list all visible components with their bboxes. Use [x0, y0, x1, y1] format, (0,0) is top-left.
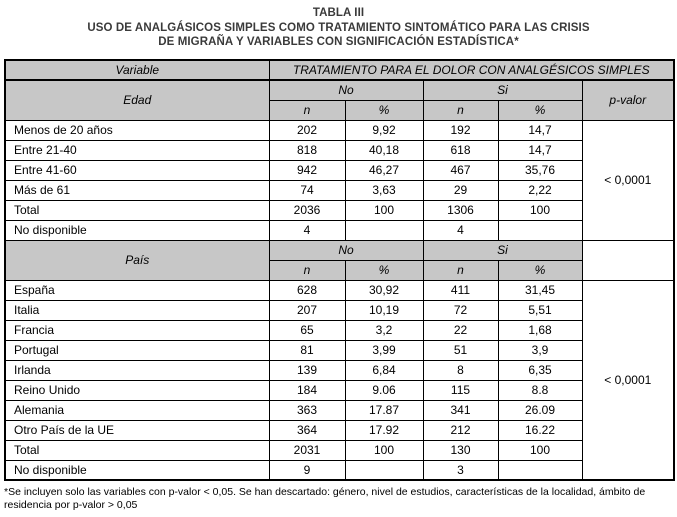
si-n-cell: 4 — [423, 220, 498, 240]
no-pct-cell: 3,2 — [345, 320, 423, 340]
si-pct-cell: 14,7 — [498, 120, 582, 140]
row-label: No disponible — [5, 220, 269, 240]
row-label: Total — [5, 200, 269, 220]
no-n-cell: 363 — [269, 400, 345, 420]
pvalor-spacer-cell — [582, 240, 674, 280]
si-n-cell: 8 — [423, 360, 498, 380]
analgesics-statistics-table — [4, 59, 675, 481]
si-n-cell: 115 — [423, 380, 498, 400]
row-label: Total — [5, 440, 269, 460]
si-pct-cell: 100 — [498, 200, 582, 220]
table-row — [5, 340, 674, 360]
si-n-cell: 341 — [423, 400, 498, 420]
si-pct-header: % — [498, 260, 582, 280]
no-pct-cell: 17.92 — [345, 420, 423, 440]
row-label: Irlanda — [5, 360, 269, 380]
row-label: Italia — [5, 300, 269, 320]
no-pct-cell: 30,92 — [345, 280, 423, 300]
si-header: Si — [423, 240, 582, 260]
table-caption-line2: DE MIGRAÑA Y VARIABLES CON SIGNIFICACIÓN ESTADÍSTICA* — [158, 36, 519, 49]
table-row — [5, 380, 674, 400]
header-row — [5, 60, 674, 80]
footnote: *Se incluyen solo las variables con p-valor < 0,05. Se han descartado: género, nivel de estudios, características de la localidad, ámbito de residencia por p-valor > 0,05 — [4, 486, 646, 512]
no-n-cell: 818 — [269, 140, 345, 160]
si-n-cell: 411 — [423, 280, 498, 300]
si-pct-cell: 8.8 — [498, 380, 582, 400]
si-n-cell: 72 — [423, 300, 498, 320]
row-label: Reino Unido — [5, 380, 269, 400]
table-row — [5, 180, 674, 200]
si-n-cell: 51 — [423, 340, 498, 360]
table-title-block — [4, 6, 673, 50]
si-n-cell: 29 — [423, 180, 498, 200]
si-pct-cell: 35,76 — [498, 160, 582, 180]
si-pct-cell: 26.09 — [498, 400, 582, 420]
si-n-cell: 192 — [423, 120, 498, 140]
si-header: Si — [423, 80, 582, 100]
table-number: TABLA III — [312, 7, 365, 19]
row-label: España — [5, 280, 269, 300]
row-label: Más de 61 — [5, 180, 269, 200]
no-n-cell: 81 — [269, 340, 345, 360]
row-label: Menos de 20 años — [5, 120, 269, 140]
no-n-cell: 139 — [269, 360, 345, 380]
variable-header: Variable — [5, 60, 269, 80]
group-header-pais: País — [5, 240, 269, 280]
no-pct-cell: 9.06 — [345, 380, 423, 400]
no-pct-header: % — [345, 260, 423, 280]
no-n-cell: 2036 — [269, 200, 345, 220]
no-pct-cell: 3,63 — [345, 180, 423, 200]
si-pct-cell: 6,35 — [498, 360, 582, 380]
table-row — [5, 360, 674, 380]
no-pct-cell: 9,92 — [345, 120, 423, 140]
si-pct-cell: 5,51 — [498, 300, 582, 320]
no-n-cell: 4 — [269, 220, 345, 240]
si-pct-cell: 14,7 — [498, 140, 582, 160]
no-header: No — [269, 80, 423, 100]
no-n-cell: 202 — [269, 120, 345, 140]
si-pct-cell: 100 — [498, 440, 582, 460]
table-row — [5, 460, 674, 480]
table-row — [5, 200, 674, 220]
si-pct-cell: 2,22 — [498, 180, 582, 200]
no-n-cell: 184 — [269, 380, 345, 400]
table-row — [5, 420, 674, 440]
no-pct-cell — [345, 460, 423, 480]
si-n-header: n — [423, 100, 498, 120]
no-pct-cell: 6,84 — [345, 360, 423, 380]
row-label: Otro País de la UE — [5, 420, 269, 440]
no-header: No — [269, 240, 423, 260]
table-caption-line1: USO DE ANALGÁSICOS SIMPLES COMO TRATAMIENTO SINTOMÁTICO PARA LAS CRISIS — [87, 21, 590, 34]
group-header-edad: Edad — [5, 80, 269, 120]
si-pct-cell: 16.22 — [498, 420, 582, 440]
row-label: Entre 21-40 — [5, 140, 269, 160]
no-pct-cell: 3,99 — [345, 340, 423, 360]
si-n-cell: 467 — [423, 160, 498, 180]
si-pct-cell: 1,68 — [498, 320, 582, 340]
section-header-row — [5, 80, 674, 100]
row-label: Portugal — [5, 340, 269, 360]
si-pct-cell: 3,9 — [498, 340, 582, 360]
no-n-cell: 628 — [269, 280, 345, 300]
si-n-cell: 3 — [423, 460, 498, 480]
treatment-header: TRATAMIENTO PARA EL DOLOR CON ANALGÉSICOS SIMPLES — [269, 60, 674, 80]
no-pct-cell: 100 — [345, 440, 423, 460]
row-label: Alemania — [5, 400, 269, 420]
no-pct-cell — [345, 220, 423, 240]
section-header-row — [5, 240, 674, 260]
no-n-cell: 65 — [269, 320, 345, 340]
si-pct-cell — [498, 460, 582, 480]
no-pct-cell: 40,18 — [345, 140, 423, 160]
no-n-cell: 74 — [269, 180, 345, 200]
table-row — [5, 320, 674, 340]
si-pct-header: % — [498, 100, 582, 120]
no-n-header: n — [269, 100, 345, 120]
si-pct-cell: 31,45 — [498, 280, 582, 300]
row-label: No disponible — [5, 460, 269, 480]
table-row — [5, 440, 674, 460]
no-n-header: n — [269, 260, 345, 280]
table-row — [5, 300, 674, 320]
si-n-cell: 618 — [423, 140, 498, 160]
no-pct-cell: 46,27 — [345, 160, 423, 180]
pvalor-header: p-valor — [582, 80, 674, 120]
row-label: Entre 41-60 — [5, 160, 269, 180]
pvalue-cell: < 0,0001 — [582, 120, 674, 240]
table-row — [5, 140, 674, 160]
no-n-cell: 942 — [269, 160, 345, 180]
no-pct-header: % — [345, 100, 423, 120]
si-n-cell: 22 — [423, 320, 498, 340]
table-row — [5, 120, 674, 140]
no-pct-cell: 17.87 — [345, 400, 423, 420]
no-pct-cell: 10,19 — [345, 300, 423, 320]
si-pct-cell — [498, 220, 582, 240]
si-n-cell: 130 — [423, 440, 498, 460]
table-row — [5, 400, 674, 420]
si-n-header: n — [423, 260, 498, 280]
si-n-cell: 212 — [423, 420, 498, 440]
row-label: Francia — [5, 320, 269, 340]
pvalue-cell: < 0,0001 — [582, 280, 674, 480]
no-n-cell: 364 — [269, 420, 345, 440]
no-n-cell: 9 — [269, 460, 345, 480]
no-n-cell: 207 — [269, 300, 345, 320]
table-row — [5, 280, 674, 300]
table-row — [5, 160, 674, 180]
table-row — [5, 220, 674, 240]
no-pct-cell: 100 — [345, 200, 423, 220]
si-n-cell: 1306 — [423, 200, 498, 220]
no-n-cell: 2031 — [269, 440, 345, 460]
